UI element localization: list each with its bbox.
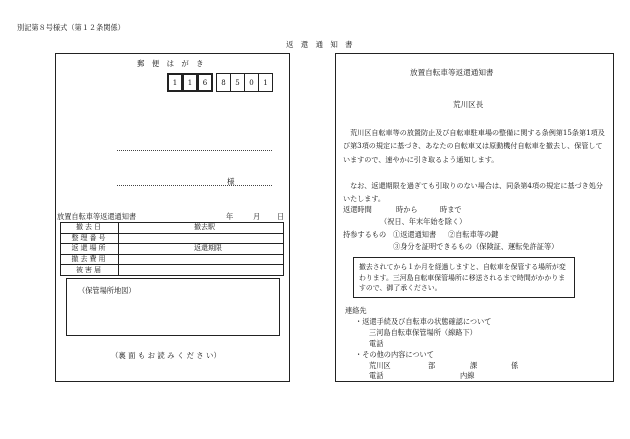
table-value xyxy=(119,254,284,265)
contact-bu: 部 xyxy=(428,361,436,370)
honorific: 様 xyxy=(227,177,235,186)
date-day: 日 xyxy=(277,212,285,221)
table-value xyxy=(119,244,284,255)
table-row xyxy=(61,223,284,234)
postal-code-digit: 1 xyxy=(167,73,183,92)
postal-code-digit: 1 xyxy=(258,73,273,92)
address-line xyxy=(117,150,272,151)
date-year: 年 xyxy=(226,212,234,221)
table-label: 撤去日 xyxy=(61,223,119,234)
table-row xyxy=(61,265,284,276)
contact-phone: 電話 xyxy=(369,339,384,348)
contact-label: 連絡先 xyxy=(345,306,367,315)
removal-info-table xyxy=(60,222,284,276)
form-label: 別記第８号様式（第１２条関係） xyxy=(17,23,125,32)
bring-item: ②自転車等の鍵 xyxy=(448,230,499,239)
contact-kakari: 係 xyxy=(511,361,519,370)
contact-ka: 課 xyxy=(470,361,478,370)
contact-place: 三河島自転車保管場所（線路下） xyxy=(369,328,477,337)
contact-item: ・返還手続及び自転車の状態確認について xyxy=(355,317,492,326)
bring-label: 持参するもの xyxy=(343,230,387,239)
postal-code-digit: 8 xyxy=(216,73,231,92)
table-value-text: 返還期限 xyxy=(194,244,222,253)
notice-body-disposal: なお、返還期限を過ぎても引取りのない場合は、同条第4項の規定に基づき処分いたします。 xyxy=(343,181,603,204)
bring-item: ①返還通知書 xyxy=(393,230,437,239)
contact-office: 荒川区 xyxy=(369,361,391,370)
hours-to: 時まで xyxy=(440,205,462,214)
page-title: 返 還 通 知 書 xyxy=(286,40,353,49)
postal-code-digit: 5 xyxy=(230,73,245,92)
hours-note: （祝日、年末年始を除く） xyxy=(380,217,467,226)
address-line xyxy=(117,185,272,186)
contact-item: ・その他の内容について xyxy=(355,350,434,359)
table-value xyxy=(119,223,284,234)
bring-item: ③身分を証明できるもの（保険証、運転免許証等） xyxy=(393,242,559,251)
sender-name: 荒川区長 xyxy=(453,100,484,109)
relocation-notice-text: 撤去されてから１か月を経過しますと、自転車を保管する場所が変わります。三河島自転車保管場所に移送されるまで時間がかかりますので、御了承ください。 xyxy=(359,263,566,292)
notice-body: 荒川区自転車等の放置防止及び自転車駐車場の整備に関する条例第15条第1項及び第3項の規定に基づき、あなたの自転車又は原動機付自転車を撤去し、保管していますので、速やかに引き取るよう通知します。 xyxy=(343,128,605,164)
table-value-text: 撤去駅 xyxy=(194,223,215,232)
hours-from: 時から xyxy=(396,205,418,214)
table-label: 撤去費用 xyxy=(61,254,119,265)
notice-heading: 放置自転車等返還通知書 xyxy=(410,68,494,77)
contact-phone: 電話 xyxy=(369,371,384,380)
table-label: 返還場所 xyxy=(61,244,119,255)
postcard-footer: （裏 面 も お 読 み く だ さ い） xyxy=(111,351,221,360)
hours-label: 返還時間 xyxy=(343,205,372,214)
postal-code-digit: 6 xyxy=(197,73,213,92)
contact-extension: 内線 xyxy=(460,371,475,380)
notice-title: 放置自転車等返還通知書 xyxy=(57,212,137,221)
table-value xyxy=(119,265,284,276)
map-label: （保管場所地図） xyxy=(78,286,136,295)
table-row xyxy=(61,233,284,244)
table-value xyxy=(119,233,284,244)
postal-code-digit: 0 xyxy=(244,73,259,92)
table-label: 被害届 xyxy=(61,265,119,276)
table-label: 整理番号 xyxy=(61,233,119,244)
table-row xyxy=(61,254,284,265)
table-row xyxy=(61,244,284,255)
postcard-label: 郵 便 は が き xyxy=(137,59,204,68)
postal-code-digit: 1 xyxy=(182,73,198,92)
date-month: 月 xyxy=(253,212,261,221)
